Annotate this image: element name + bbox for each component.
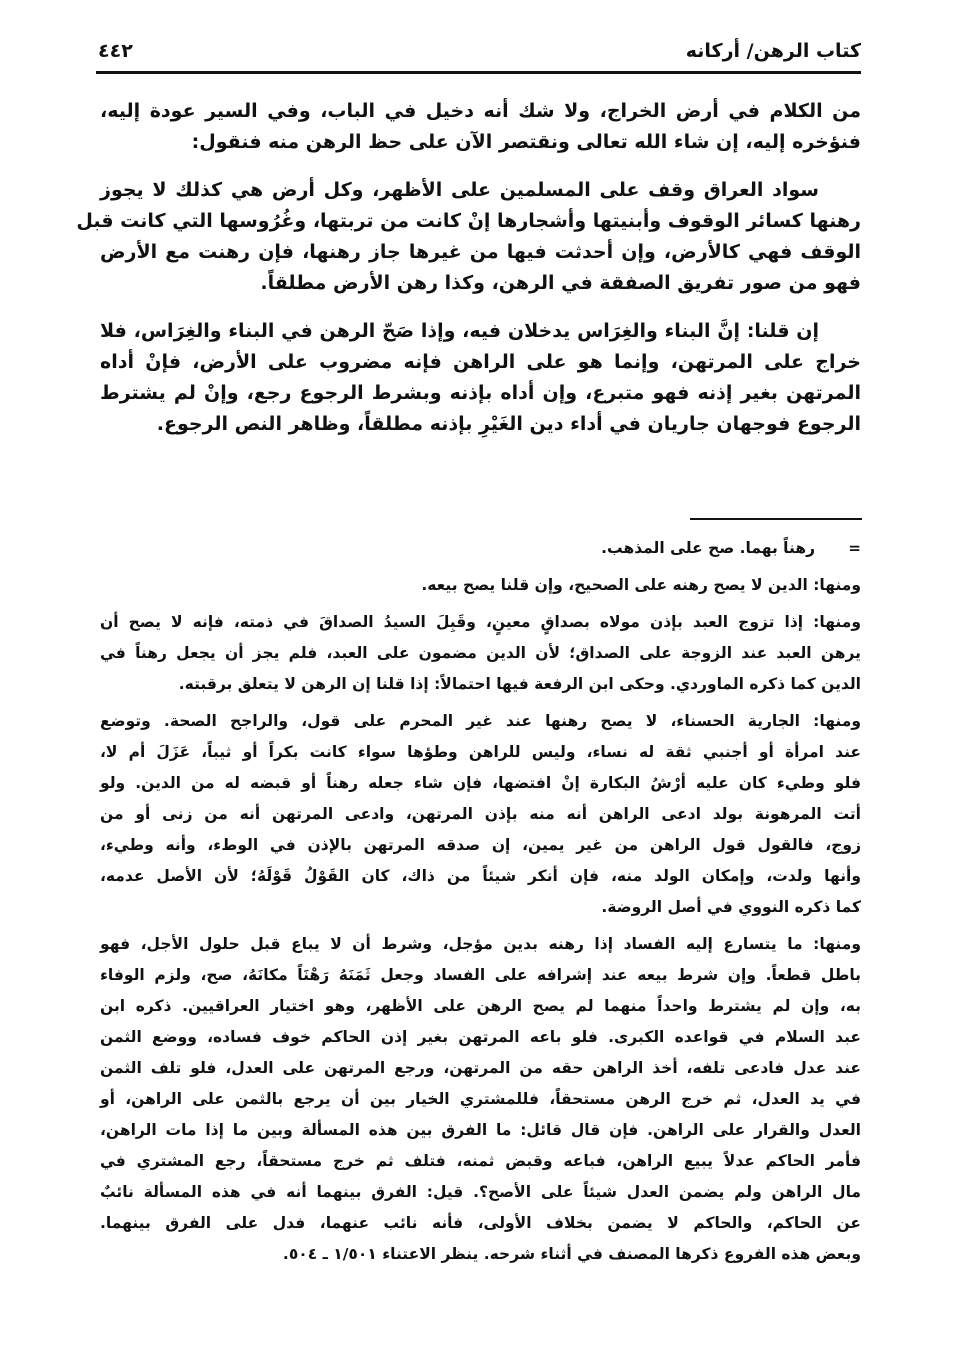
footnote-line: [100, 1115, 861, 1146]
footnotes: [100, 533, 861, 1276]
footnote-text: ومنها: ما يتسارع إليه الفساد إذا رهنه بدين مؤجل، وشرط أن لا يباع قبل حلول الأجل، فهو: [100, 935, 861, 953]
footnote-line: [100, 669, 861, 700]
footnote-text: زوج، فالقول قول الراهن من غير يمين، إن صدقه المرتهن بالإذن في الوطء، وأنه وطيء،: [100, 836, 861, 854]
footnote-line: [100, 892, 861, 923]
footnote-text: عبد السلام في قواعده الكبرى. فلو باعه المرتهن بغير إذن الحاكم خوف فساده، ووضع الثمن: [100, 1028, 861, 1046]
footnote-line: [100, 960, 861, 991]
footnote-line: [100, 1208, 861, 1239]
footnote-line: [100, 799, 861, 830]
paragraph: [76, 175, 861, 299]
footnote-text: العدل والقرار على الراهن. فإن قال قائل: ما الفرق بين هذه المسألة وبين ما إذا مات الراهن،: [100, 1121, 861, 1139]
text-line: فنؤخره إليه، إن شاء الله تعالى ونقتصر الآن على حظ الرهن منه فنقول:: [191, 131, 861, 153]
footnote-line: [100, 991, 861, 1022]
footnote-line: [100, 1177, 861, 1208]
footnote-paragraph: [100, 607, 861, 700]
footnote-text: أتت المرهونة بولد ادعى الراهن أنه منه بإذن المرتهن، وادعى المرتهن أنه من زنى أو من: [100, 805, 861, 823]
footnote-text: الدين كما ذكره الماوردي. وحكى ابن الرفعة فيها احتمالاً: إذا قلنا إن الرهن لا يتعلق برقبته.: [178, 675, 861, 693]
footnote-text: باطل قطعاً. وإن شرط بيعه عند إشرافه على الفساد وجعل ثَمَنَهُ رَهْنَاً مكانَهُ، صح، ولزم الوفاء: [100, 966, 861, 984]
footnote-line: [100, 1022, 861, 1053]
footnote-text: ومنها: الجارية الحسناء، لا يصح رهنها عند غير المحرم على قول، والراجح الصحة. وتوضع: [100, 712, 861, 730]
text-line: إن قلنا: إنَّ البناء والغِرَاس يدخلان فيه، وإذا صَحّ الرهن في البناء والغِرَاس، فلا: [100, 320, 819, 342]
footnote-line: [100, 1084, 861, 1115]
paragraph: [100, 316, 861, 440]
text-line: من الكلام في أرض الخراج، ولا شك أنه دخيل في الباب، وفي السير عودة إليه،: [100, 100, 861, 122]
footnote-separator: [690, 518, 862, 520]
footnote-text: ومنها: إذا تزوج العبد بإذن مولاه بصداقٍ معينٍ، وقَبِلَ السيدُ الصداقَ في ذمته، فإنه لا يصح أن: [100, 613, 861, 631]
footnote-text: يرهن العبد عند الزوجة على الصداق؛ لأن الدين مضمون على العبد، فلم يجز أن يجعل رهناً في: [100, 644, 861, 662]
footnote-line: [100, 706, 861, 737]
footnote-line: [100, 570, 861, 601]
footnote-line: [100, 607, 861, 638]
footnote-paragraph: [100, 929, 861, 1270]
text-line: الوقف فهي كالأرض، وإن أحدثت فيها من غيرها جاز رهنها، فإن رهنت مع الأرض: [100, 241, 861, 263]
continuation-mark: =: [848, 539, 861, 557]
running-title: كتاب الرهن/ أركانه: [685, 40, 861, 62]
footnote-paragraph: [100, 533, 861, 564]
running-header: [98, 36, 861, 72]
footnote-text: به، وإن لم يشترط واحداً منهما لم يصح الرهن على الأظهر، وهو اختيار العراقيين. ذكره ابن: [100, 997, 861, 1015]
footnote-text: رهناً بهما. صح على المذهب.: [601, 539, 815, 557]
footnote-paragraph: [100, 570, 861, 601]
footnote-text: كما ذكره النووي في أصل الروضة.: [601, 898, 861, 916]
footnote-text: عند امرأة أو أجنبي ثقة له نساء، وليس للراهن وطؤها سواء كانت بكراً أو ثيباً، عَزَلَ أم لا،: [100, 743, 861, 761]
footnote-text: وأنها ولدت، وإمكان الولد منه، فإن أنكر شيئاً من ذاك، كان القَوْلُ قَوْلَهُ؛ لأن الأصل عدمه،: [100, 867, 861, 885]
main-text: [76, 96, 861, 457]
text-line: الرجوع فوجهان جاريان في أداء دين الغَيْرِ بإذنه مطلقاً، وظاهر النص الرجوع.: [156, 413, 861, 435]
footnote-text: وبعض هذه الفروع ذكرها المصنف في أثناء شرحه. ينظر الاعتناء ١/٥٠١ ـ ٥٠٤.: [282, 1245, 861, 1263]
footnote-text: فأمر الحاكم عدلاً يبيع الراهن، فباعه وقبض ثمنه، فتلف ثم خرج مستحقاً، رجع المشتري في: [100, 1152, 861, 1170]
footnote-line: [100, 1239, 861, 1270]
text-line: فهو من صور تفريق الصفقة في الرهن، وكذا رهن الأرض مطلقاً.: [260, 272, 861, 294]
footnote-text: عن الحاكم، والحاكم لا يضمن بخلاف الأولى، فأنه نائب عنهما، فدل على الفرق بينهما.: [100, 1214, 861, 1232]
paragraph: [100, 96, 861, 158]
footnote-line: [100, 1053, 861, 1084]
footnote-paragraph: [100, 706, 861, 923]
text-line: المرتهن بغير إذنه فهو متبرع، وإن أداه بإذنه وبشرط الرجوع رجع، وإنْ لم يشترط: [100, 382, 861, 404]
footnote-line: [100, 830, 861, 861]
footnote-line: [100, 533, 861, 564]
footnote-text: ومنها: الدين لا يصح رهنه على الصحيح، وإن قلنا يصح بيعه.: [421, 576, 861, 594]
footnote-line: [100, 1146, 861, 1177]
page-number: ٤٤٢: [98, 40, 133, 62]
footnote-text: عند عدل فادعى تلفه، أخذ الراهن حقه من المرتهن، ورجع المرتهن على العدل، فلو تلف الثمن: [100, 1059, 861, 1077]
footnote-line: [100, 737, 861, 768]
footnote-text: فلو وطيء كان عليه أرْشُ البكارة إنْ افتضها، فإن شاء جعله رهناً أو قبضه له من الدين. ولو: [100, 774, 861, 792]
text-line: سواد العراق وقف على المسلمين على الأظهر، وكل أرض هي كذلك لا يجوز: [100, 179, 819, 201]
footnote-line: [100, 929, 861, 960]
footnote-text: مال الراهن ولم يضمن العدل شيئاً على الأصح؟. قيل: الفرق بينهما أنه في هذه المسألة نائبٌ: [100, 1183, 861, 1201]
header-rule: [96, 71, 861, 74]
footnote-line: [100, 638, 861, 669]
footnote-line: [100, 861, 861, 892]
footnote-text: في يد العدل، ثم خرج الرهن مستحقاً، فللمشتري الخيار بين أن يرجع بالثمن على الراهن، أو: [100, 1090, 861, 1108]
footnote-line: [100, 768, 861, 799]
text-line: رهنها كسائر الوقوف وأبنيتها وأشجارها إنْ كانت من تربتها، وغُرُوسها التي كانت قبل: [76, 210, 861, 232]
text-line: خراج على المرتهن، وإنما هو على الراهن فإنه مضروب على الأرض، فإنْ أداه: [100, 351, 861, 373]
